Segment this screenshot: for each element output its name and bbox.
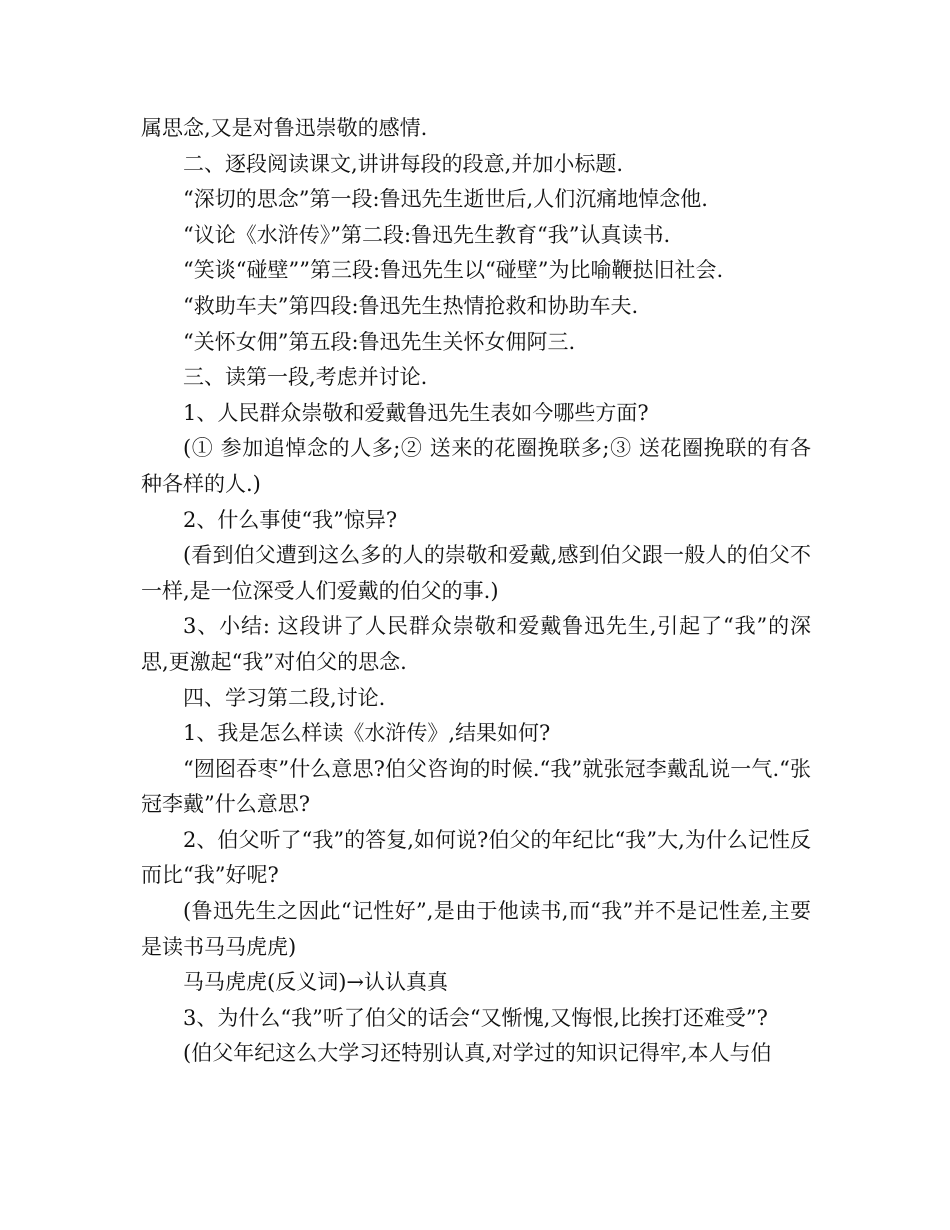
question-4-2: 2、伯父听了“我”的答复,如何说?伯父的年纪比“我”大,为什么记性反而比“我”好呢? — [141, 827, 811, 888]
section-heading-2: 二、逐段阅读课文,讲讲每段的段意,并加小标题. — [183, 151, 624, 176]
answer-4-2: (鲁迅先生之因此“记性好”,是由于他读书,而“我”并不是记性差,主要是读书马马虎虎) — [141, 899, 811, 959]
paragraph-subtitle-2: “议论《水浒传》”第二段:鲁迅先生教育“我”认真读书. — [183, 222, 671, 247]
antonym-note: 马马虎虎(反义词)→认认真真 — [183, 970, 448, 995]
section-heading-3: 三、读第一段,考虑并讨论. — [183, 365, 428, 390]
answer-2: (看到伯父遭到这么多的人的崇敬和爱戴,感到伯父跟一般人的伯父不一样,是一位深受人们爱戴的伯父的事.) — [141, 543, 811, 603]
paragraph-idiom: “囫囵吞枣”什么意思?伯父咨询的时候.“我”就张冠李戴乱说一气.“张冠李戴”什么意思? — [141, 756, 811, 817]
answer-4-3: (伯父年纪这么大学习还特别认真,对学过的知识记得牢,本人与伯 — [183, 1041, 772, 1066]
question-1: 1、人民群众崇敬和爱戴鲁迅先生表如今哪些方面? — [183, 400, 649, 425]
question-4-3: 3、为什么“我”听了伯父的话会“又惭愧,又悔恨,比挨打还难受”? — [183, 1005, 768, 1030]
section-heading-4: 四、学习第二段,讨论. — [183, 685, 386, 710]
paragraph-subtitle-3: “笑谈“碰壁””第三段:鲁迅先生以“碰壁”为比喻鞭挞旧社会. — [183, 258, 724, 283]
paragraph-subtitle-1: “深切的思念”第一段:鲁迅先生逝世后,人们沉痛地悼念他. — [183, 187, 708, 212]
answer-1: (① 参加追悼念的人多;② 送来的花圈挽联多;③ 送花圈挽联的有各种各样的人.) — [141, 436, 811, 496]
paragraph-continuation: 属思念,又是对鲁迅崇敬的感情. — [141, 116, 428, 140]
paragraph-subtitle-5: “关怀女佣”第五段:鲁迅先生关怀女佣阿三. — [183, 329, 576, 354]
summary: 3、小结: 这段讲了人民群众崇敬和爱戴鲁迅先生,引起了“我”的深思,更激起“我”对伯父的思念. — [141, 614, 811, 674]
question-4-1: 1、我是怎么样读《水浒传》,结果如何? — [183, 721, 551, 746]
paragraph-subtitle-4: “救助车夫”第四段:鲁迅先生热情抢救和协助车夫. — [183, 293, 639, 318]
question-2: 2、什么事使“我”惊异? — [183, 507, 398, 532]
document-body — [141, 111, 811, 1072]
